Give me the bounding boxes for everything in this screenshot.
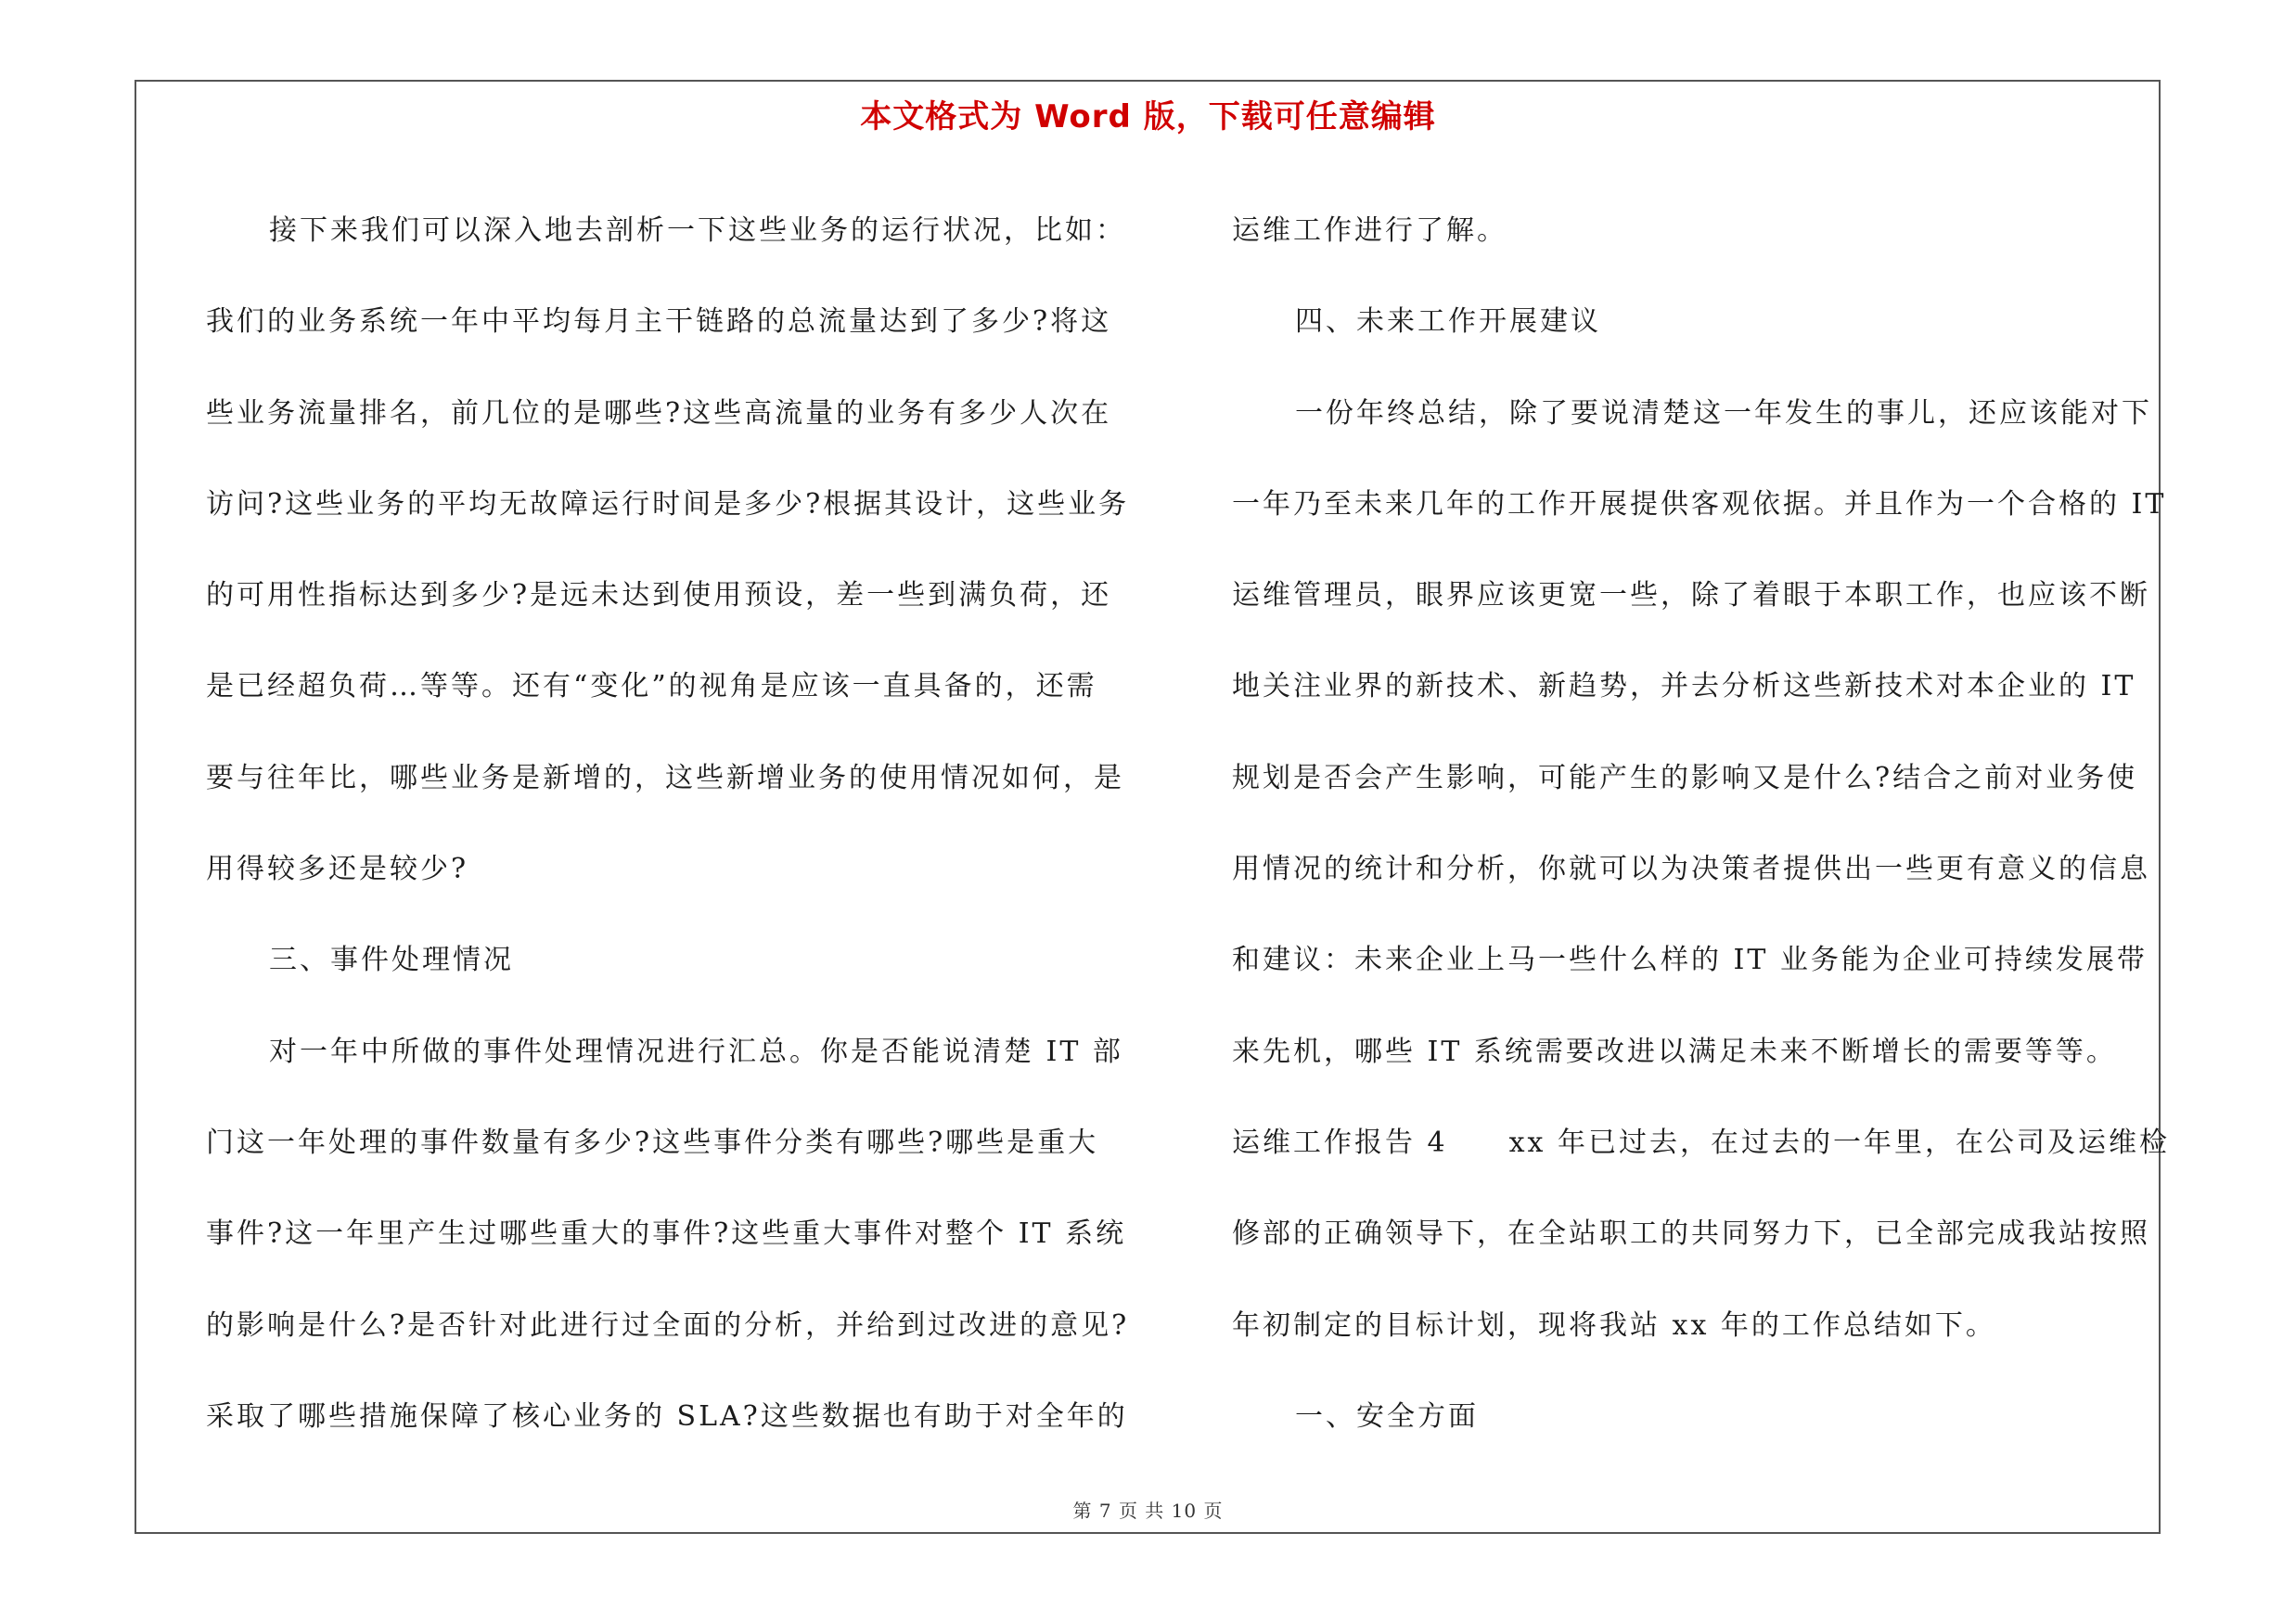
text-line: 要与往年比，哪些业务是新增的，这些新增业务的使用情况如何，是 [206, 761, 1124, 794]
section-heading: 三、事件处理情况 [269, 944, 514, 977]
text-line: 是已经超负荷…等等。还有“变化”的视角是应该一直具备的，还需 [206, 670, 1097, 703]
text-line: 一份年终总结，除了要说清楚这一年发生的事儿，还应该能对下 [1295, 396, 2152, 430]
page-number-footer: 第 7 页 共 10 页 [1072, 1500, 1224, 1522]
text-line: 门这一年处理的事件数量有多少?这些事件分类有哪些?哪些是重大 [206, 1126, 1099, 1159]
text-line: 的可用性指标达到多少?是远未达到使用预设，差一些到满负荷，还 [206, 579, 1112, 612]
section-heading: 四、未来工作开展建议 [1295, 305, 1601, 339]
text-line: 访问?这些业务的平均无故障运行时间是多少?根据其设计，这些业务 [206, 487, 1130, 521]
section-heading: 一、安全方面 [1295, 1399, 1479, 1433]
right-text-column [1232, 186, 2170, 1462]
text-line: 接下来我们可以深入地去剖析一下这些业务的运行状况，比如： [269, 214, 1126, 247]
text-line: 用情况的统计和分析，你就可以为决策者提供出一些更有意义的信息 [1232, 853, 2150, 886]
text-line: 地关注业界的新技术、新趋势，并去分析这些新技术对本企业的 IT [1232, 670, 2136, 703]
document-header-title: 本文格式为 Word 版，下载可任意编辑 [860, 98, 1436, 135]
text-line: 我们的业务系统一年中平均每月主干链路的总流量达到了多少?将这 [206, 305, 1112, 339]
text-line: 一年乃至未来几年的工作开展提供客观依据。并且作为一个合格的 IT [1232, 487, 2167, 521]
text-line: 运维工作进行了解。 [1232, 214, 1507, 247]
text-line: 的影响是什么?是否针对此进行过全面的分析，并给到过改进的意见? [206, 1308, 1130, 1342]
left-text-column [206, 186, 1143, 1462]
text-line: 事件?这一年里产生过哪些重大的事件?这些重大事件对整个 IT 系统 [206, 1217, 1127, 1251]
text-line: 来先机，哪些 IT 系统需要改进以满足未来不断增长的需要等等。 [1232, 1035, 2117, 1068]
text-line: 年初制定的目标计划，现将我站 xx 年的工作总结如下。 [1232, 1308, 1996, 1342]
text-line: 规划是否会产生影响，可能产生的影响又是什么?结合之前对业务使 [1232, 761, 2138, 794]
text-line: 运维工作报告 4 xx 年已过去，在过去的一年里，在公司及运维检 [1232, 1126, 2170, 1159]
text-line: 修部的正确领导下，在全站职工的共同努力下，已全部完成我站按照 [1232, 1217, 2150, 1251]
text-line: 采取了哪些措施保障了核心业务的 SLA?这些数据也有助于对全年的 [206, 1399, 1128, 1433]
text-line: 用得较多还是较少? [206, 853, 469, 886]
text-line: 和建议：未来企业上马一些什么样的 IT 业务能为企业可持续发展带 [1232, 944, 2148, 977]
text-line: 些业务流量排名，前几位的是哪些?这些高流量的业务有多少人次在 [206, 396, 1112, 430]
text-line: 对一年中所做的事件处理情况进行汇总。你是否能说清楚 IT 部 [269, 1035, 1123, 1068]
text-line: 运维管理员，眼界应该更宽一些，除了着眼于本职工作，也应该不断 [1232, 579, 2150, 612]
